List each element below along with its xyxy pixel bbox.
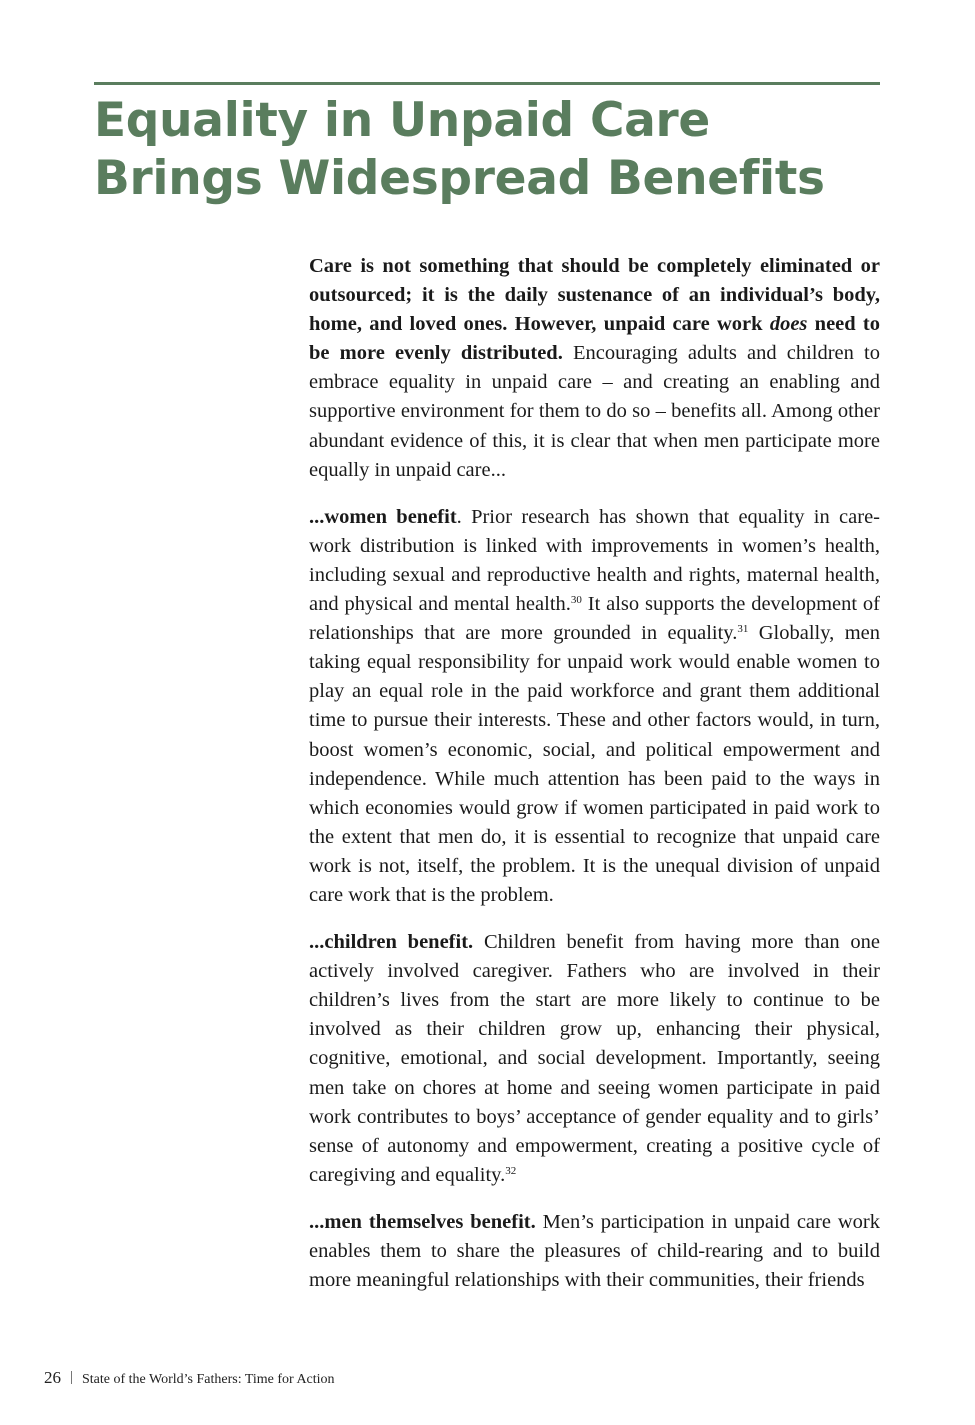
footnote-ref-30[interactable]: 30: [570, 594, 582, 607]
intro-lead-bold-italic: does: [769, 313, 808, 336]
page-number: 26: [44, 1368, 61, 1387]
page-footer: [44, 1368, 335, 1388]
article-body: [309, 252, 880, 1313]
children-benefit-heading: ...children benefit.: [309, 931, 474, 954]
men-benefit-heading: ...men themselves benefit.: [309, 1210, 536, 1233]
footnote-ref-31[interactable]: 31: [737, 623, 749, 636]
title-top-rule: [94, 82, 880, 85]
women-benefit-paragraph: [309, 503, 880, 910]
women-text-3: Globally, men taking equal responsibility for unpaid work would enable women to play an equal role in the paid workforce and grant them additional time to pursue their interests. These and other factors would, in turn, boost women’s economic, social, and political empowerment and independence. While much attention has been paid to the ways in which economies would grow if women participated in paid work to the extent that men do, it is essential to recognize that unpaid care work is not, itself, the problem. It is the unequal division of unpaid care work that is the problem.: [309, 622, 880, 906]
intro-text: Encouraging adults and children to embrace equality in unpaid care – and creating an enabling and supportive environment for them to do so – benefits all. Among other abundant evidence of this, it is clear that when men participate more equally in unpaid care...: [309, 342, 880, 481]
page-title: Equality in Unpaid Care Brings Widespread Benefits: [94, 93, 825, 206]
footnote-ref-32[interactable]: 32: [505, 1164, 517, 1177]
intro-lead-bold-1: Care is not something that should be completely eliminated or outsourced; it is the daily sustenance of an individual’s body, home, and loved ones. However, unpaid care work: [309, 255, 880, 336]
publication-title: State of the World’s Fathers: Time for Action: [82, 1372, 335, 1387]
men-benefit-paragraph: [309, 1208, 880, 1295]
children-benefit-paragraph: [309, 928, 880, 1190]
women-benefit-heading: ...women benefit: [309, 505, 457, 528]
children-text-1: Children benefit from having more than one actively involved caregiver. Fathers who are involved in their children’s lives from the start are more likely to continue to be involved as their children grow up, enhancing their physical, cognitive, emotional, and social development. Importantly, seeing men take on chores at home and seeing women participate in paid work contributes to boys’ acceptance of gender equality and to girls’ sense of autonomy and empowerment, creating a positive cycle of caregiving and equality.: [309, 931, 880, 1186]
women-text-1: . Prior research has shown that equality in care-work distribution is linked with improvements in women’s health, including sexual and reproductive health and rights, maternal health, and physical and mental health.: [309, 505, 880, 616]
intro-paragraph: [309, 252, 880, 485]
women-text-2: It also supports the development of relationships that are more grounded in equality.: [309, 593, 881, 645]
intro-lead-bold-2: need to be more evenly distributed.: [309, 313, 881, 365]
men-text-1: Men’s participation in unpaid care work enables them to share the pleasures of child-rearing and to build more meaningful relationships with their communities, their friends: [309, 1210, 880, 1292]
footer-divider: [71, 1371, 72, 1384]
